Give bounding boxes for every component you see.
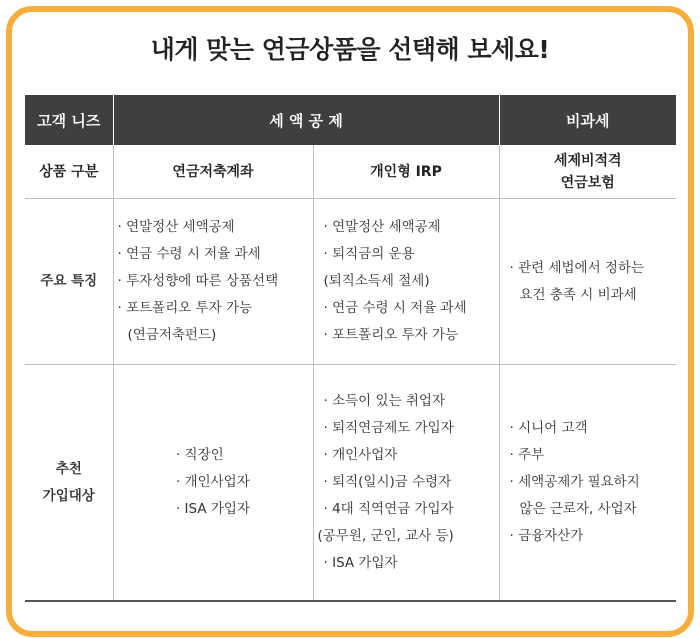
- list-item: · 직장인: [175, 447, 224, 463]
- list-item: · 관련 세법에서 정하는: [509, 259, 645, 276]
- header-tax-credit: 세 액 공 제: [113, 95, 499, 145]
- list-item: · 세액공제가 필요하지: [509, 474, 640, 490]
- list-item: (공무원, 군인, 교사 등): [317, 528, 454, 544]
- header-non-tax: 비과세: [499, 95, 676, 145]
- row-label-product-type: 상품 구분: [25, 145, 113, 199]
- product-pension-insurance-line1: 세제비적격: [553, 152, 622, 169]
- list-item: 요건 충족 시 비과세: [519, 286, 637, 303]
- list-item: · 금융자산가: [509, 528, 584, 544]
- list-item: · 연금 수령 시 저율 과세: [323, 300, 467, 316]
- list-item: · 시니어 고객: [509, 420, 588, 436]
- product-pension-insurance: [499, 145, 676, 199]
- page-title: 내게 맞는 연금상품을 선택해 보세요!: [150, 35, 550, 64]
- features-col3: [499, 199, 676, 365]
- features-row: [25, 199, 676, 365]
- list-item: (연금저축펀드): [127, 327, 217, 343]
- list-item: · 소득이 있는 취업자: [323, 393, 445, 409]
- list-item: · 포트폴리오 투자 가능: [323, 327, 459, 343]
- features-col2: [313, 199, 499, 365]
- list-item: · 퇴직연금제도 가입자: [323, 420, 454, 436]
- product-pension-savings: 연금저축계좌: [113, 145, 313, 199]
- row-label-features: 주요 특징: [25, 199, 113, 365]
- list-item: · 포트폴리오 투자 가능: [117, 300, 253, 316]
- row-label-target: [25, 365, 113, 602]
- list-item: · 연금 수령 시 저율 과세: [117, 246, 261, 262]
- comparison-table: [25, 95, 676, 602]
- list-item: · 퇴직(일시)금 수령자: [323, 474, 452, 490]
- list-item: · 개인사업자: [323, 447, 398, 463]
- header-need: 고객 니즈: [25, 95, 113, 145]
- target-col1: [113, 365, 313, 602]
- product-irp: 개인형 IRP: [313, 145, 499, 199]
- row-label-target-line2: 가입대상: [42, 487, 95, 504]
- list-item: · 연말정산 세액공제: [323, 219, 441, 235]
- row-label-target-line1: 추천: [55, 460, 82, 477]
- list-item: · ISA 가입자: [175, 501, 251, 517]
- list-item: · 연말정산 세액공제: [117, 219, 235, 235]
- list-item: · 4대 직역연금 가입자: [323, 501, 454, 517]
- list-item: · 투자성향에 따른 상품선택: [117, 273, 279, 289]
- product-type-row: [25, 145, 676, 199]
- target-row: [25, 365, 676, 602]
- list-item: · ISA 가입자: [323, 555, 398, 571]
- list-item: (퇴직소득세 절세): [323, 273, 430, 289]
- list-item: 않은 근로자, 사업자: [519, 501, 637, 517]
- table-header-row: [25, 95, 676, 145]
- target-col2: [313, 365, 499, 602]
- list-item: · 퇴직금의 운용: [323, 246, 415, 262]
- features-col1: [113, 199, 313, 365]
- target-col3: [499, 365, 676, 602]
- product-pension-insurance-line2: 연금보험: [560, 174, 615, 191]
- list-item: · 개인사업자: [175, 474, 250, 490]
- list-item: · 주부: [509, 447, 545, 463]
